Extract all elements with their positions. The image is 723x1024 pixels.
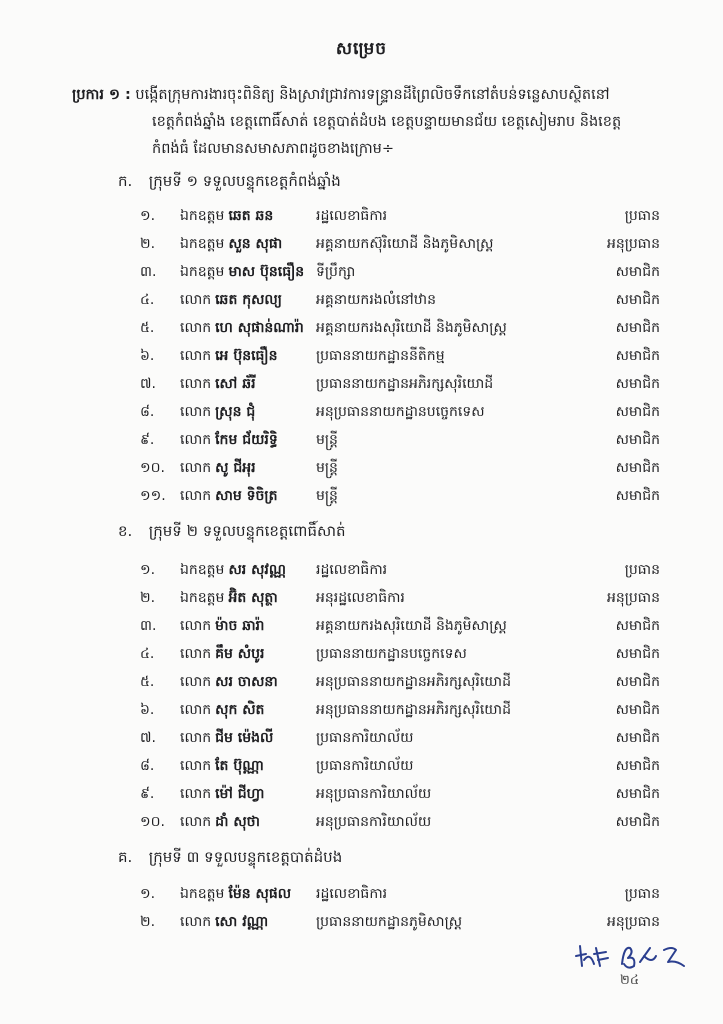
member-row xyxy=(140,700,660,726)
member-title: លោក xyxy=(180,730,212,746)
member-role: សមាជិក xyxy=(615,348,660,364)
member-name: សាម ទិចិត្រ xyxy=(215,488,278,504)
member-number: ៧. xyxy=(140,376,156,392)
member-position: អគ្គនាយករងសុរិយោដី និងភូមិសាស្ត្រ xyxy=(316,618,507,634)
member-name: កែម ជ័យរិទ្ធិ xyxy=(215,432,278,448)
member-title: ឯកឧត្តម xyxy=(180,208,225,224)
member-position: អនុប្រធាននាយកដ្ឋានបច្ចេកទេស xyxy=(316,404,485,420)
member-role: សមាជិក xyxy=(615,730,660,746)
member-row xyxy=(140,672,660,698)
group-heading xyxy=(118,522,346,544)
member-number: ២. xyxy=(140,914,156,930)
member-role: អនុប្រធាន xyxy=(606,590,660,606)
member-row xyxy=(140,728,660,754)
member-name: សុក សិត xyxy=(215,702,265,718)
article-line-3: កំពង់ធំ ដែលមានសមាសភាពដូចខាងក្រោម÷ xyxy=(152,141,394,157)
member-name: សូ ជីអុរ xyxy=(215,460,256,476)
member-title: លោក xyxy=(180,348,212,364)
member-number: ៥. xyxy=(140,320,155,336)
member-title: លោក xyxy=(180,376,212,392)
member-position: ប្រធាននាយកដ្ឋានភូមិសាស្ត្រ xyxy=(316,914,463,930)
member-role: ប្រធាន xyxy=(624,562,660,578)
member-name: ឆេត ឆន xyxy=(228,208,274,224)
member-position: រដ្ឋលេខាធិការ xyxy=(316,562,388,578)
member-title: លោក xyxy=(180,758,212,774)
member-position: មន្ត្រី xyxy=(316,488,338,504)
member-title: លោក xyxy=(180,646,212,662)
member-position: អនុប្រធានការិយាល័យ xyxy=(316,786,432,802)
member-name: សរ ចាសនា xyxy=(215,674,278,690)
member-title: លោក xyxy=(180,292,212,308)
member-title: លោក xyxy=(180,432,212,448)
member-role: សមាជិក xyxy=(615,758,660,774)
group-heading xyxy=(118,848,342,870)
member-position: អនុប្រធានការិយាល័យ xyxy=(316,814,432,830)
member-position: ប្រធាននាយកដ្ឋាននីតិកម្ម xyxy=(316,348,445,364)
member-row xyxy=(140,616,660,642)
member-title: លោក xyxy=(180,320,212,336)
member-number: ៦. xyxy=(140,702,155,718)
member-row xyxy=(140,458,660,484)
member-position: អនុប្រធាននាយកដ្ឋានអភិរក្សសុរិយោដី xyxy=(316,702,511,718)
member-name: មាស ប៊ុនធឿន xyxy=(228,264,305,280)
member-number: ១. xyxy=(140,562,156,578)
member-position: ប្រធាននាយកដ្ឋានអភិរក្សសុរិយោដី xyxy=(316,376,494,392)
member-row xyxy=(140,912,660,938)
member-role: សមាជិក xyxy=(615,320,660,336)
member-role: សមាជិក xyxy=(615,432,660,448)
member-role: សមាជិក xyxy=(615,376,660,392)
member-position: មន្ត្រី xyxy=(316,460,338,476)
member-row xyxy=(140,812,660,838)
member-number: ៩. xyxy=(140,432,155,448)
member-position: អនុរដ្ឋលេខាធិការ xyxy=(316,590,405,606)
member-name: ជីម ម៉េងលី xyxy=(215,730,274,746)
member-number: ១០. xyxy=(140,814,165,830)
member-row xyxy=(140,756,660,782)
member-number: ២. xyxy=(140,590,156,606)
member-number: ១. xyxy=(140,208,156,224)
member-number: ៣. xyxy=(140,618,157,634)
member-name: គឹម សំបូរ xyxy=(215,646,265,662)
member-number: ១១. xyxy=(140,488,166,504)
member-number: ៨. xyxy=(140,758,155,774)
member-row xyxy=(140,884,660,910)
member-name: ដាំ សុថា xyxy=(215,814,260,830)
member-row xyxy=(140,290,660,316)
member-name: សរ សុវណ្ណ xyxy=(228,562,286,578)
member-role: អនុប្រធាន xyxy=(606,914,660,930)
member-name: សោ វណ្ណា xyxy=(215,914,269,930)
member-title: ឯកឧត្តម xyxy=(180,264,225,280)
member-title: លោក xyxy=(180,702,212,718)
member-name: ឆេត កុសល្យ xyxy=(215,292,282,308)
member-number: ៥. xyxy=(140,674,155,690)
member-number: ២. xyxy=(140,236,156,252)
member-row xyxy=(140,430,660,456)
member-row xyxy=(140,486,660,512)
member-number: ៧. xyxy=(140,730,156,746)
member-name: សៅ ឆ័រី xyxy=(215,376,256,392)
group-title: ក្រុមទី ៣ ទទួលបន្ទុកខេត្តបាត់ដំបង xyxy=(148,848,343,866)
member-name: តែ ប៊ុណ្ណា xyxy=(215,758,264,774)
member-role: សមាជិក xyxy=(615,786,660,802)
member-title: ឯកឧត្តម xyxy=(180,236,225,252)
member-name: ម៉ាច ឆារ៉ា xyxy=(215,618,265,634)
member-row xyxy=(140,784,660,810)
member-name: សួន សុផា xyxy=(228,236,283,252)
member-role: សមាជិក xyxy=(615,460,660,476)
member-row xyxy=(140,402,660,428)
member-role: សមាជិក xyxy=(615,674,660,690)
article-line-1: បង្កើតក្រុមការងារចុះពិនិត្យ និងស្រាវជ្រាវការទន្ទ្រានដីព្រៃលិចទឹកនៅតំបន់ទន្លេសាបស្ថិតនៅ xyxy=(135,87,610,103)
group-letter: ក. xyxy=(118,172,133,190)
member-position: ទីប្រឹក្សា xyxy=(316,264,356,280)
member-role: សមាជិក xyxy=(615,702,660,718)
member-number: ៩. xyxy=(140,786,155,802)
member-position: ប្រធានការិយាល័យ xyxy=(316,758,414,774)
member-title: លោក xyxy=(180,618,212,634)
member-title: លោក xyxy=(180,814,212,830)
member-title: ឯកឧត្តម xyxy=(180,590,225,606)
member-role: សមាជិក xyxy=(615,292,660,308)
member-position: មន្ត្រី xyxy=(316,432,338,448)
member-role: ប្រធាន xyxy=(624,886,660,902)
group-title: ក្រុមទី ១ ទទួលបន្ទុកខេត្តកំពង់ឆ្នាំង xyxy=(148,172,341,190)
member-position: ប្រធានការិយាល័យ xyxy=(316,730,414,746)
member-title: លោក xyxy=(180,488,212,504)
member-number: ៤. xyxy=(140,646,155,662)
member-row xyxy=(140,588,660,614)
article-line-2: ខេត្តកំពង់ឆ្នាំង ខេត្តពោធិ៍សាត់ ខេត្តបាត់ដំបង ខេត្តបន្ទាយមានជ័យ ខេត្តសៀមរាប និងខេត្ត xyxy=(152,114,622,130)
member-name: ស្រុន ជុំ xyxy=(215,404,256,420)
member-number: ៨. xyxy=(140,404,155,420)
member-role: សមាជិក xyxy=(615,404,660,420)
article-1 xyxy=(72,82,672,163)
group-title: ក្រុមទី ២ ទទួលបន្ទុកខេត្តពោធិ៍សាត់ xyxy=(148,522,346,540)
member-position: អគ្គនាយកស៊ុរិយោដី និងភូមិសាស្ត្រ xyxy=(316,236,494,252)
member-row xyxy=(140,206,660,232)
member-title: លោក xyxy=(180,460,212,476)
member-title: លោក xyxy=(180,674,212,690)
member-number: ១០. xyxy=(140,460,165,476)
member-row xyxy=(140,346,660,372)
member-role: ប្រធាន xyxy=(624,208,660,224)
member-role: សមាជិក xyxy=(615,264,660,280)
page-number: ២៤ xyxy=(620,973,640,988)
article-label: ប្រការ ១ : xyxy=(72,87,131,103)
group-heading xyxy=(118,172,341,194)
member-row xyxy=(140,560,660,586)
member-row xyxy=(140,374,660,400)
member-number: ៣. xyxy=(140,264,157,280)
member-number: ៦. xyxy=(140,348,155,364)
member-name: ម៉ែន សុផល xyxy=(228,886,292,902)
member-title: លោក xyxy=(180,404,212,420)
member-position: អគ្គនាយករងសុរិយោដី និងភូមិសាស្ត្រ xyxy=(316,320,507,336)
member-position: អគ្គនាយករងលំនៅឋាន xyxy=(316,292,436,308)
member-role: សមាជិក xyxy=(615,488,660,504)
member-position: ប្រធាននាយកដ្ឋានបច្ចេកទេស xyxy=(316,646,467,662)
member-title: លោក xyxy=(180,914,212,930)
member-row xyxy=(140,234,660,260)
member-position: អនុប្រធាននាយកដ្ឋានអភិរក្សសុរិយោដី xyxy=(316,674,511,690)
member-number: ៤. xyxy=(140,292,155,308)
member-name: ហេ សុផាន់ណារ៉ា xyxy=(215,320,304,336)
member-position: រដ្ឋលេខាធិការ xyxy=(316,886,388,902)
member-name: ម៉ៅ ជីហ្វា xyxy=(215,786,265,802)
member-role: សមាជិក xyxy=(615,814,660,830)
member-row xyxy=(140,262,660,288)
member-role: អនុប្រធាន xyxy=(606,236,660,252)
member-name: អ៊ិត សុត្ថា xyxy=(228,590,278,606)
member-role: សមាជិក xyxy=(615,618,660,634)
member-row xyxy=(140,318,660,344)
member-title: ឯកឧត្តម xyxy=(180,562,225,578)
member-number: ១. xyxy=(140,886,156,902)
group-letter: ខ. xyxy=(118,522,133,540)
group-letter: គ. xyxy=(118,848,133,866)
member-role: សមាជិក xyxy=(615,646,660,662)
member-title: លោក xyxy=(180,786,212,802)
member-title: ឯកឧត្តម xyxy=(180,886,225,902)
document-title: សម្រេច xyxy=(335,39,388,59)
member-row xyxy=(140,644,660,670)
member-position: រដ្ឋលេខាធិការ xyxy=(316,208,388,224)
member-name: អេ ប៊ុនធឿន xyxy=(215,348,278,364)
